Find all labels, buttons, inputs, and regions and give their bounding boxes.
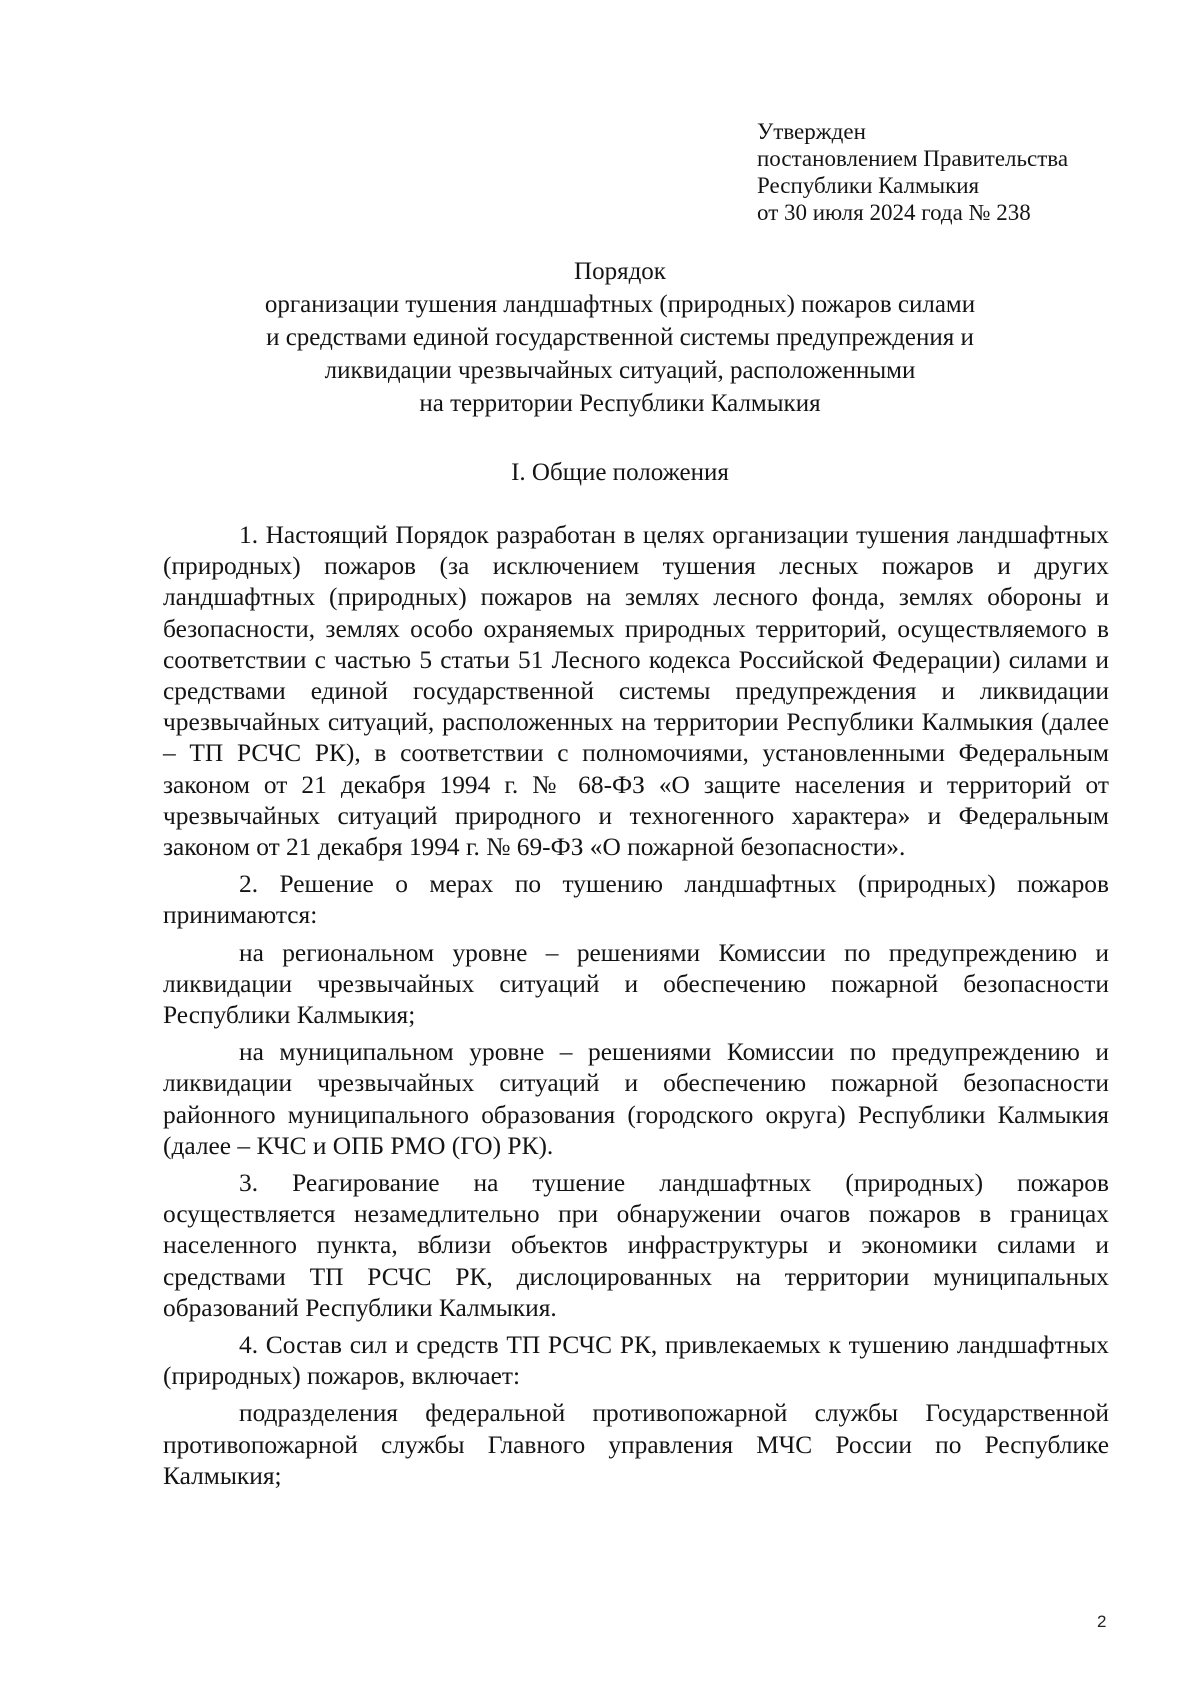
title-line-1: Порядок: [574, 258, 666, 285]
document-title: [140, 255, 1100, 420]
approval-line-4: от 30 июля 2024 года № 238: [757, 200, 1031, 225]
page-number: 2: [1097, 1612, 1107, 1631]
title-line-5: на территории Республики Калмыкия: [419, 390, 821, 417]
approval-line-1: Утвержден: [757, 119, 866, 144]
approval-stamp: [757, 118, 1068, 226]
paragraph-2: 2. Решение о мерах по тушению ландшафтных (природных) пожаров принимаются:: [163, 870, 1109, 930]
paragraph-5: 3. Реагирование на тушение ландшафтных (природных) пожаров осуществляется незамедлительно при обнаружении очагов пожаров в границах населенного пункта, вблизи объектов инфраструктуры и экономики силами и средствами ТП РСЧС РК, дислоцированных на территории муниципальных образований Республики Калмыкия.: [163, 1169, 1109, 1322]
approval-line-3: Республики Калмыкия: [757, 173, 980, 198]
title-line-3: и средствами единой государственной системы предупреждения и: [266, 324, 974, 351]
title-line-2: организации тушения ландшафтных (природных) пожаров силами: [264, 291, 976, 318]
document-body: [163, 520, 1109, 1492]
section-heading: I. Общие положения: [511, 459, 729, 486]
paragraph-3: на региональном уровне – решениями Комиссии по предупреждению и ликвидации чрезвычайных ситуаций и обеспечению пожарной безопасности Республики Калмыкия;: [163, 938, 1109, 1030]
paragraph-4: на муниципальном уровне – решениями Комиссии по предупреждению и ликвидации чрезвычайных ситуаций и обеспечению пожарной безопасности районного муниципального образования (городского округа) Республики Калмыкия (далее – КЧС и ОПБ РМО (ГО) РК).: [163, 1038, 1109, 1160]
title-line-4: ликвидации чрезвычайных ситуаций, расположенными: [324, 357, 916, 384]
paragraph-1: 1. Настоящий Порядок разработан в целях организации тушения ландшафтных (природных) пожаров (за исключением тушения лесных пожаров и других ландшафтных (природных) пожаров на землях лесного фонда, землях обороны и безопасности, землях особо охраняемых природных территорий, осуществляемого в соответствии с частью 5 статьи 51 Лесного кодекса Российской Федерации) силами и средствами единой государственной системы предупреждения и ликвидации чрезвычайных ситуаций, расположенных на территории Республики Калмыкия (далее – ТП РСЧС РК), в соответствии с полномочиями, установленными Федеральным законом от 21 декабря 1994 г. № 68-ФЗ «О защите населения и территорий от чрезвычайных ситуаций природного и техногенного характера» и Федеральным законом от 21 декабря 1994 г. № 69-ФЗ «О пожарной безопасности».: [163, 521, 1109, 862]
paragraph-7: подразделения федеральной противопожарной службы Государственной противопожарной службы Главного управления МЧС России по Республике Калмыкия;: [163, 1399, 1109, 1490]
paragraph-6: 4. Состав сил и средств ТП РСЧС РК, привлекаемых к тушению ландшафтных (природных) пожаров, включает:: [163, 1331, 1109, 1391]
approval-line-2: постановлением Правительства: [757, 146, 1069, 171]
